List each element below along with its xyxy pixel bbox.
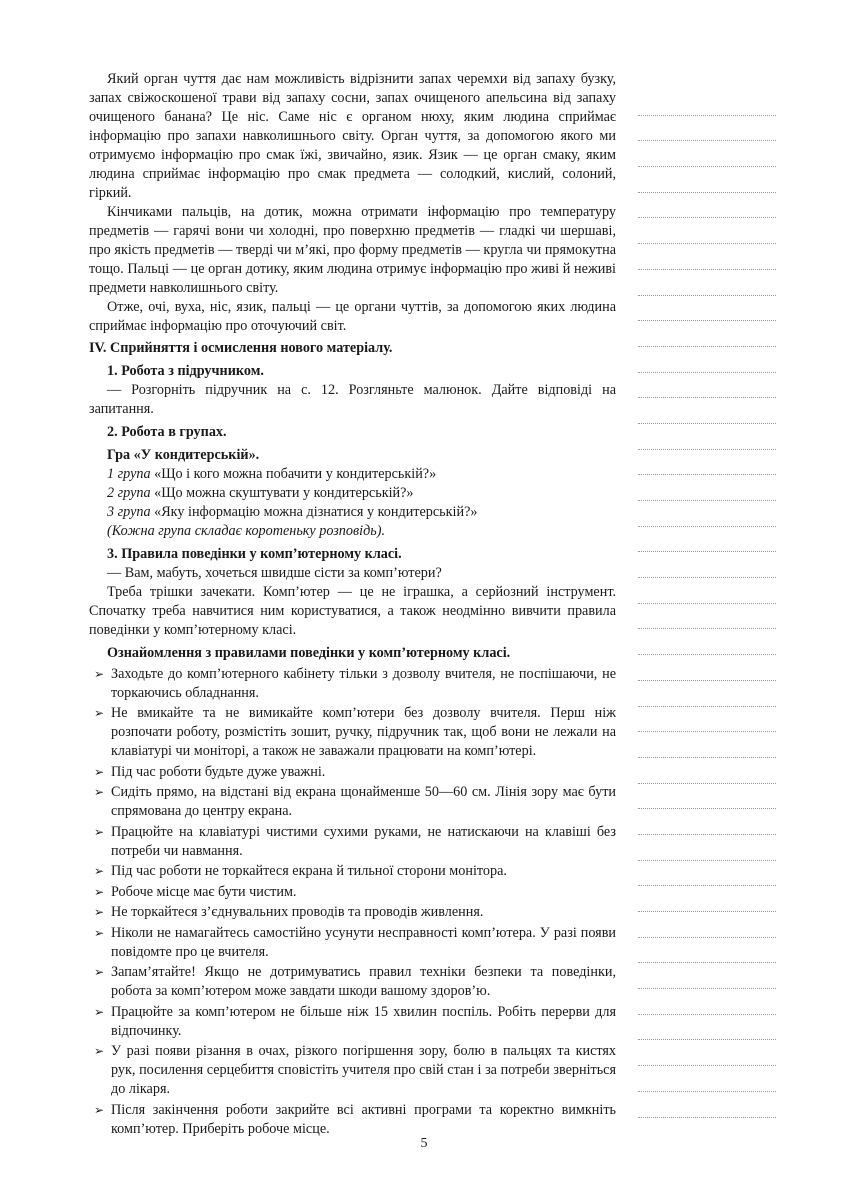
paragraph-smell-taste: Який орган чуття дає нам можливість відрізнити запах черемхи від запаху бузку, запах свіжоскошеної трави від запаху сосни, запах очищеного апельсина від запаху очищеного банана? Це ніс. Саме ніс є органом нюху, яким людина сприймає інформацію про запахи навколишнього світу. Орган чуття, за допомогою якого ми отримуємо інформацію про смак їжі, звичайно, язик. Язик — це орган смаку, яким людина сприймає інформацію про смак предмета — солодкий, кислий, солоний, гіркий.: [89, 71, 616, 201]
rule-item: ➢ Працюйте на клавіатурі чистими сухими руками, не натискаючи на клавіші без потреби чи навмання.: [89, 823, 616, 861]
note-line: [638, 938, 776, 964]
rule-item: ➢ Робоче місце має бути чистим.: [89, 883, 616, 902]
page-number: 5: [420, 1136, 428, 1151]
group-question-1: «Що і кого можна побачити у кондитерській?»: [154, 466, 437, 482]
paragraph-summary: Отже, очі, вуха, ніс, язик, пальці — це органи чуттів, за допомогою яких людина сприймає інформацію про оточуючий світ.: [89, 299, 616, 334]
note-line: [638, 450, 776, 476]
subsection-textbook-text: — Розгорніть підручник на с. 12. Розгляньте малюнок. Дайте відповіді на запитання.: [89, 382, 616, 417]
rule-item: ➢ Не торкайтеся з’єднувальних проводів та проводів живлення.: [89, 903, 616, 922]
note-line: [638, 809, 776, 835]
note-line: [638, 732, 776, 758]
notes-margin: [638, 90, 776, 1118]
note-line: [638, 758, 776, 784]
group-label-3: 3 група: [107, 504, 151, 520]
note-line: [638, 835, 776, 861]
note-line: [638, 218, 776, 244]
main-text: [89, 70, 616, 1139]
section-heading: IV. Сприйняття і осмислення нового матеріалу.: [89, 340, 393, 356]
note-line: [638, 989, 776, 1015]
note-line: [638, 861, 776, 887]
note-line: [638, 1040, 776, 1066]
note-line: [638, 1015, 776, 1041]
group-question-3: «Яку інформацію можна дізнатися у кондитерській?»: [154, 504, 478, 520]
note-line: [638, 604, 776, 630]
note-line: [638, 167, 776, 193]
note-line: [638, 1066, 776, 1092]
group-label-2: 2 група: [107, 485, 151, 501]
rule-item: ➢ Під час роботи будьте дуже уважні.: [89, 763, 616, 782]
group-line-2: [89, 484, 616, 503]
rule-item: ➢ Під час роботи не торкайтеся екрана й тильної сторони монітора.: [89, 862, 616, 881]
note-line: [638, 90, 776, 116]
rules-list-title: Ознайомлення з правилами поведінки у комп’ютерному класі.: [107, 645, 511, 661]
note-line: [638, 116, 776, 142]
note-line: [638, 296, 776, 322]
paragraph-touch: Кінчиками пальців, на дотик, можна отримати інформацію про температуру предметів — гарячі вони чи холодні, про поверхню предметів — гладкі чи шершаві, про якість предметів — тверді чи м’які, про форму предметів — кругла чи прямокутна тощо. Пальці — це орган дотику, яким людина отримує інформацію про живі й неживі предмети навколишнього світу.: [89, 204, 616, 296]
note-line: [638, 475, 776, 501]
subsection-rules-title: 3. Правила поведінки у комп’ютерному класі.: [107, 546, 402, 562]
rules-list: [89, 665, 616, 1139]
note-line: [638, 244, 776, 270]
note-line: [638, 707, 776, 733]
note-line: [638, 578, 776, 604]
group-note: (Кожна група складає коротеньку розповідь).: [107, 523, 385, 539]
rule-item: ➢ Заходьте до комп’ютерного кабінету тільки з дозволу вчителя, не поспішаючи, не торкаючись обладнання.: [89, 665, 616, 703]
note-line: [638, 141, 776, 167]
group-question-2: «Що можна скуштувати у кондитерській?»: [154, 485, 414, 501]
note-line: [638, 552, 776, 578]
note-line: [638, 501, 776, 527]
note-line: [638, 347, 776, 373]
note-line: [638, 321, 776, 347]
note-line: [638, 398, 776, 424]
note-line: [638, 629, 776, 655]
rules-intro: Треба трішки зачекати. Комп’ютер — це не іграшка, а серйозний інструмент. Спочатку треба навчитися ним користуватися, а також неодмінно вивчити правила поведінки у комп’ютерному класі.: [89, 584, 616, 638]
subsection-groups-title: 2. Робота в групах.: [107, 424, 227, 440]
rule-item: ➢ Ніколи не намагайтесь самостійно усунути несправності комп’ютера. У разі появи повідомте про це вчителя.: [89, 924, 616, 962]
game-title: Гра «У кондитерській».: [107, 447, 260, 463]
group-line-1: [89, 465, 616, 484]
rule-item: ➢ Не вмикайте та не вимикайте комп’ютери без дозволу вчителя. Перш ніж розпочати роботу, розмістіть зошит, ручку, підручник так, щоб вони не лежали на клавіатурі чи моніторі, а також не заважали працювати на комп’ютері.: [89, 704, 616, 761]
rule-item: ➢ Працюйте за комп’ютером не більше ніж 15 хвилин поспіль. Робіть перерви для відпочинку.: [89, 1003, 616, 1041]
note-line: [638, 270, 776, 296]
note-line: [638, 424, 776, 450]
rules-question: — Вам, мабуть, хочеться швидше сісти за комп’ютери?: [107, 565, 442, 581]
note-line: [638, 193, 776, 219]
group-line-3: [89, 503, 616, 522]
note-line: [638, 912, 776, 938]
note-line: [638, 681, 776, 707]
rule-item: ➢ Запам’ятайте! Якщо не дотримуватись правил техніки безпеки та поведінки, робота за комп’ютером може завдати шкоди вашому здоров’ю.: [89, 963, 616, 1001]
note-line: [638, 527, 776, 553]
rule-item: ➢ Після закінчення роботи закрийте всі активні програми та коректно вимкніть комп’ютер. Приберіть робоче місце.: [89, 1101, 616, 1139]
note-line: [638, 784, 776, 810]
note-line: [638, 963, 776, 989]
note-line: [638, 1092, 776, 1118]
subsection-textbook-title: 1. Робота з підручником.: [107, 363, 264, 379]
note-line: [638, 655, 776, 681]
rule-item: ➢ У разі появи різання в очах, різкого погіршення зору, болю в пальцях та кистях рук, посилення серцебиття сповістіть учителя про свій стан і за потреби зверніться до лікаря.: [89, 1042, 616, 1099]
note-line: [638, 373, 776, 399]
note-line: [638, 886, 776, 912]
group-label-1: 1 група: [107, 466, 151, 482]
rule-item: ➢ Сидіть прямо, на відстані від екрана щонайменше 50—60 см. Лінія зору має бути спрямована до центру екрана.: [89, 783, 616, 821]
